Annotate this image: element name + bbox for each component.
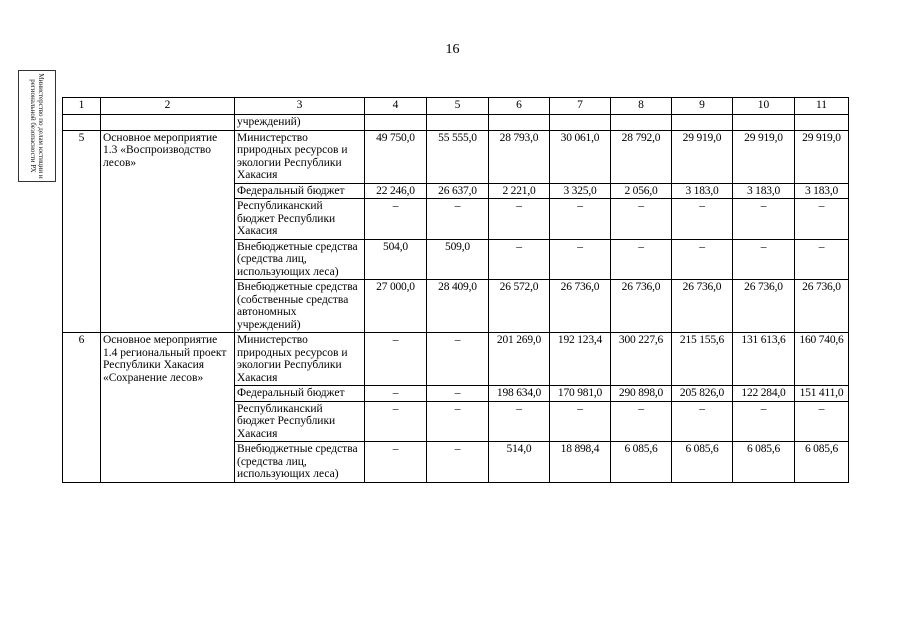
amount-cell: 29 919,0 bbox=[672, 130, 733, 183]
amount-cell: 30 061,0 bbox=[550, 130, 611, 183]
amount-cell: – bbox=[733, 239, 795, 280]
amount-cell: – bbox=[427, 333, 489, 386]
amount-cell: – bbox=[365, 199, 427, 240]
registration-stamp bbox=[18, 70, 56, 182]
amount-cell: 6 085,6 bbox=[795, 442, 849, 483]
amount-cell: 6 085,6 bbox=[733, 442, 795, 483]
stamp-text: Министерство по делам юстиции и региональной безопасности РХ bbox=[29, 73, 45, 179]
amount-cell: 160 740,6 bbox=[795, 333, 849, 386]
amount-cell: 131 613,6 bbox=[733, 333, 795, 386]
amount-cell: 26 736,0 bbox=[733, 280, 795, 333]
amount-cell: – bbox=[365, 386, 427, 402]
measure-title: Основное мероприятие 1.3 «Воспроизводство лесов» bbox=[101, 130, 235, 333]
amount-cell: 26 736,0 bbox=[795, 280, 849, 333]
amount-cell: 170 981,0 bbox=[550, 386, 611, 402]
continuation-cell: учреждений) bbox=[235, 115, 365, 131]
amount-cell: 6 085,6 bbox=[672, 442, 733, 483]
amount-cell: 201 269,0 bbox=[489, 333, 550, 386]
amount-cell: 3 325,0 bbox=[550, 183, 611, 199]
amount-cell: 6 085,6 bbox=[611, 442, 672, 483]
amount-cell: 27 000,0 bbox=[365, 280, 427, 333]
amount-cell: 22 246,0 bbox=[365, 183, 427, 199]
amount-cell: 26 637,0 bbox=[427, 183, 489, 199]
amount-cell: 192 123,4 bbox=[550, 333, 611, 386]
amount-cell: – bbox=[672, 199, 733, 240]
amount-cell: 3 183,0 bbox=[733, 183, 795, 199]
amount-cell: – bbox=[550, 239, 611, 280]
amount-cell: 29 919,0 bbox=[733, 130, 795, 183]
funding-source: Внебюджетные средства (средства лиц, использующих леса) bbox=[235, 239, 365, 280]
amount-cell: 3 183,0 bbox=[672, 183, 733, 199]
header-cell: 2 bbox=[101, 98, 235, 115]
amount-cell: – bbox=[672, 401, 733, 442]
amount-cell: – bbox=[611, 401, 672, 442]
amount-cell: – bbox=[365, 333, 427, 386]
amount-cell: – bbox=[427, 199, 489, 240]
funding-source: Федеральный бюджет bbox=[235, 183, 365, 199]
amount-cell: – bbox=[795, 239, 849, 280]
funding-source: Республиканский бюджет Республики Хакасия bbox=[235, 199, 365, 240]
amount-cell: – bbox=[365, 401, 427, 442]
amount-cell: – bbox=[672, 239, 733, 280]
table-row bbox=[63, 130, 849, 183]
header-row bbox=[63, 98, 849, 115]
header-cell: 10 bbox=[733, 98, 795, 115]
amount-cell: 55 555,0 bbox=[427, 130, 489, 183]
amount-cell: – bbox=[795, 401, 849, 442]
amount-cell: 514,0 bbox=[489, 442, 550, 483]
amount-cell: 26 572,0 bbox=[489, 280, 550, 333]
amount-cell: 3 183,0 bbox=[795, 183, 849, 199]
header-cell: 5 bbox=[427, 98, 489, 115]
amount-cell: – bbox=[489, 199, 550, 240]
amount-cell: 2 056,0 bbox=[611, 183, 672, 199]
header-cell: 3 bbox=[235, 98, 365, 115]
measure-title: Основное мероприятие 1.4 региональный проект Республики Хакасия «Сохранение лесов» bbox=[101, 333, 235, 483]
amount-cell: 26 736,0 bbox=[611, 280, 672, 333]
amount-cell: 18 898,4 bbox=[550, 442, 611, 483]
header-cell: 4 bbox=[365, 98, 427, 115]
row-number: 5 bbox=[63, 130, 101, 333]
amount-cell: 26 736,0 bbox=[672, 280, 733, 333]
amount-cell: – bbox=[611, 239, 672, 280]
funding-source: Федеральный бюджет bbox=[235, 386, 365, 402]
funding-table bbox=[62, 97, 849, 483]
amount-cell: 2 221,0 bbox=[489, 183, 550, 199]
amount-cell: 28 793,0 bbox=[489, 130, 550, 183]
amount-cell: – bbox=[611, 199, 672, 240]
amount-cell: – bbox=[427, 386, 489, 402]
header-cell: 7 bbox=[550, 98, 611, 115]
amount-cell: 300 227,6 bbox=[611, 333, 672, 386]
amount-cell: – bbox=[733, 401, 795, 442]
amount-cell: 290 898,0 bbox=[611, 386, 672, 402]
amount-cell: – bbox=[489, 401, 550, 442]
funding-source: Министерство природных ресурсов и экологии Республики Хакасия bbox=[235, 333, 365, 386]
header-cell: 1 bbox=[63, 98, 101, 115]
amount-cell: 509,0 bbox=[427, 239, 489, 280]
funding-source: Министерство природных ресурсов и экологии Республики Хакасия bbox=[235, 130, 365, 183]
amount-cell: 198 634,0 bbox=[489, 386, 550, 402]
amount-cell: – bbox=[550, 401, 611, 442]
table-row bbox=[63, 333, 849, 386]
amount-cell: 28 409,0 bbox=[427, 280, 489, 333]
amount-cell: 215 155,6 bbox=[672, 333, 733, 386]
amount-cell: – bbox=[733, 199, 795, 240]
amount-cell: – bbox=[427, 401, 489, 442]
row-number: 6 bbox=[63, 333, 101, 483]
amount-cell: 205 826,0 bbox=[672, 386, 733, 402]
amount-cell: 29 919,0 bbox=[795, 130, 849, 183]
amount-cell: 504,0 bbox=[365, 239, 427, 280]
continuation-row bbox=[63, 115, 849, 131]
header-cell: 9 bbox=[672, 98, 733, 115]
amount-cell: 49 750,0 bbox=[365, 130, 427, 183]
amount-cell: 151 411,0 bbox=[795, 386, 849, 402]
amount-cell: 28 792,0 bbox=[611, 130, 672, 183]
header-cell: 6 bbox=[489, 98, 550, 115]
page-number: 16 bbox=[445, 42, 460, 57]
funding-source: Внебюджетные средства (средства лиц, использующих леса) bbox=[235, 442, 365, 483]
amount-cell: – bbox=[489, 239, 550, 280]
amount-cell: – bbox=[795, 199, 849, 240]
funding-source: Республиканский бюджет Республики Хакасия bbox=[235, 401, 365, 442]
amount-cell: 26 736,0 bbox=[550, 280, 611, 333]
amount-cell: – bbox=[550, 199, 611, 240]
header-cell: 8 bbox=[611, 98, 672, 115]
amount-cell: – bbox=[427, 442, 489, 483]
header-cell: 11 bbox=[795, 98, 849, 115]
funding-source: Внебюджетные средства (собственные средства автономных учреждений) bbox=[235, 280, 365, 333]
amount-cell: 122 284,0 bbox=[733, 386, 795, 402]
amount-cell: – bbox=[365, 442, 427, 483]
